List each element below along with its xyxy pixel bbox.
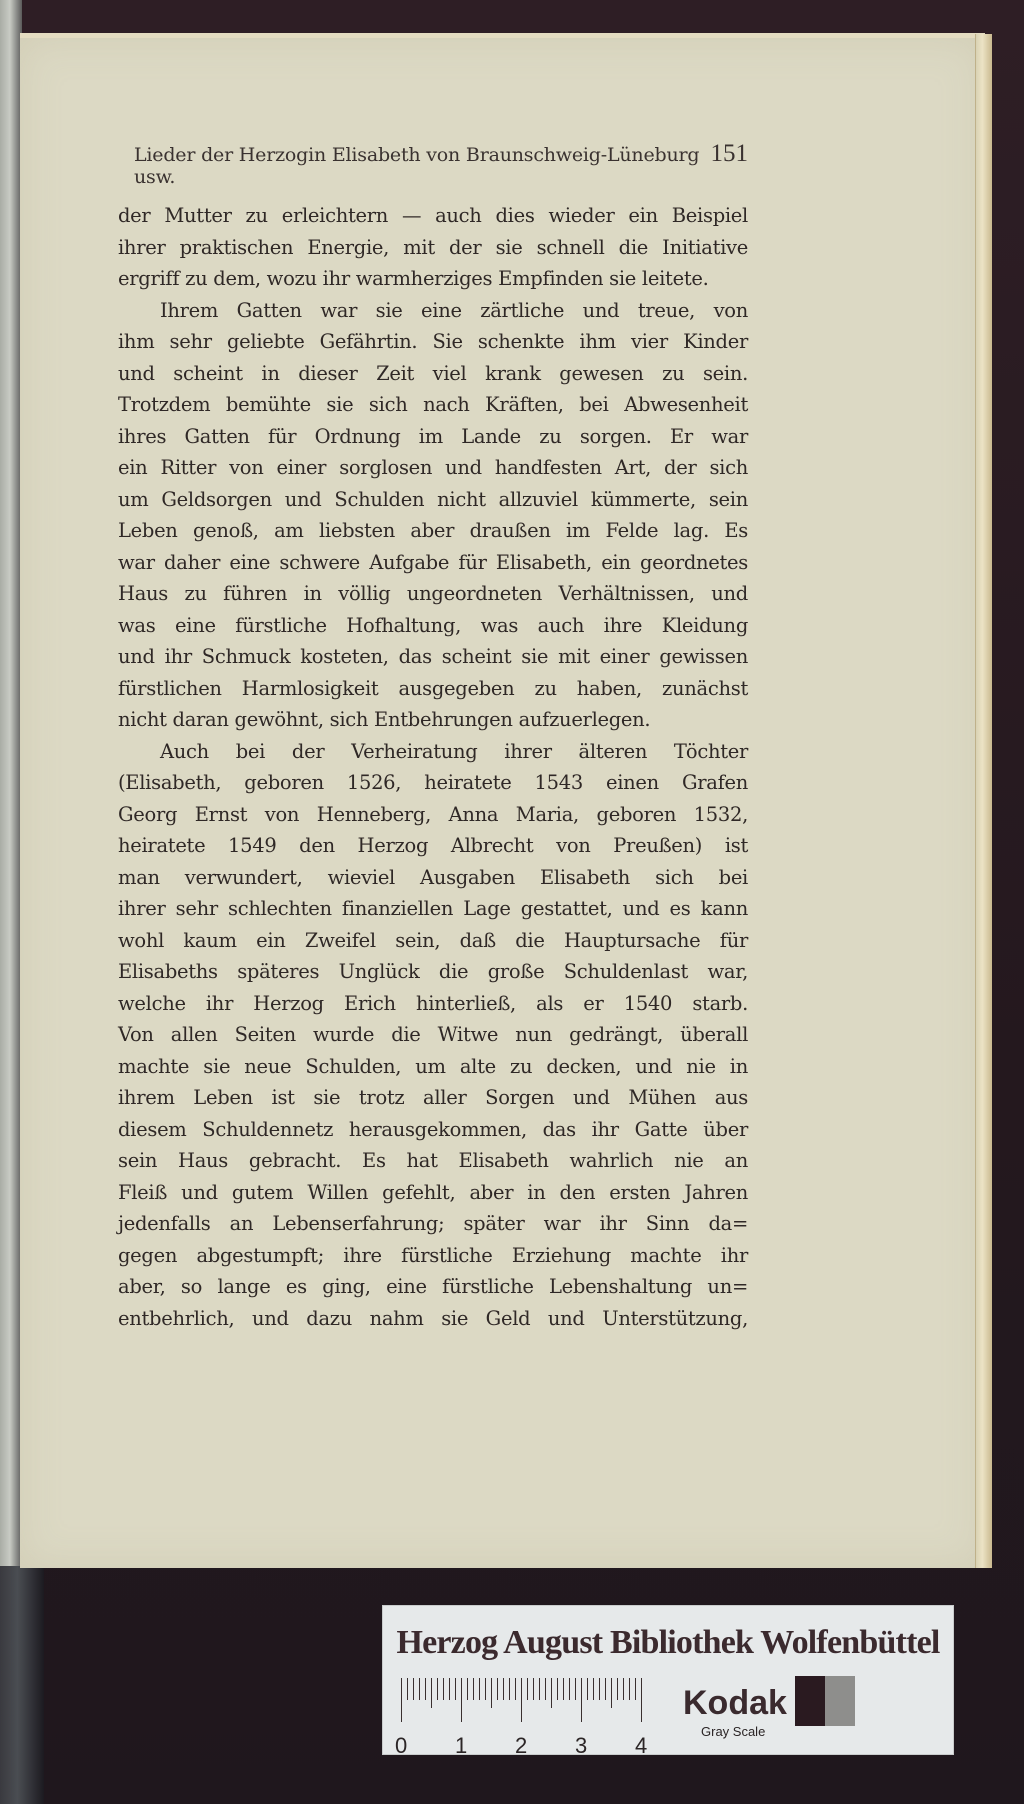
text-line: entbehrlich, und dazu nahm sie Geld und Unterstützung, xyxy=(118,1306,748,1330)
text-line: heiratete 1549 den Herzog Albrecht von Preußen) ist xyxy=(118,834,748,857)
text-line: und scheint in dieser Zeit viel krank gewesen zu sein. xyxy=(118,361,748,385)
text-line: sein Haus gebracht. Es hat Elisabeth wahrlich nie an xyxy=(118,1149,748,1172)
ruler-scale xyxy=(395,1678,655,1758)
running-title: Lieder der Herzogin Elisabeth von Braunschweig-Lüneburg usw. xyxy=(134,144,700,188)
text-line: jedenfalls an Lebenserfahrung; später war ihr Sinn da= xyxy=(118,1212,748,1235)
gray-scale-label: Gray Scale xyxy=(701,1724,766,1739)
text-line: Ihrem Gatten war sie eine zärtliche und treue, von xyxy=(160,298,748,322)
ruler-tick xyxy=(533,1678,534,1700)
text-line: Elisabeths späteres Unglück die große Schuldenlast war, xyxy=(118,960,748,983)
text-line: Trotzdem bemühte sie sich nach Kräften, bei Abwesenheit xyxy=(118,393,748,416)
ruler-tick xyxy=(527,1678,528,1700)
text-line: ihres Gatten für Ordnung im Lande zu sorgen. Er war xyxy=(118,424,748,448)
ruler-tick xyxy=(611,1678,612,1708)
ruler-tick xyxy=(431,1678,432,1708)
text-line: nicht daran gewöhnt, sich Entbehrungen aufzuerlegen. xyxy=(118,708,651,731)
ruler-tick xyxy=(557,1678,558,1700)
ruler-tick xyxy=(605,1678,606,1700)
ruler-tick xyxy=(551,1678,552,1708)
ruler-tick xyxy=(491,1678,492,1708)
text-line: und ihr Schmuck kosteten, das scheint sie mit einer gewissen xyxy=(118,645,748,668)
ruler-tick xyxy=(575,1678,576,1700)
text-line: Auch bei der Verheiratung ihrer älteren Töchter xyxy=(160,739,748,763)
ruler-label: 0 xyxy=(395,1733,408,1758)
ruler-label: 3 xyxy=(575,1733,588,1758)
ruler-label: 4 xyxy=(635,1733,648,1758)
page-fore-edge xyxy=(975,34,992,1568)
ruler-tick xyxy=(455,1678,456,1700)
text-line: um Geldsorgen und Schulden nicht allzuviel kümmerte, sein xyxy=(118,487,748,511)
ruler-tick xyxy=(485,1678,486,1700)
ruler-tick xyxy=(503,1678,504,1700)
text-line: ergriff zu dem, wozu ihr warmherziges Empfinden sie leitete. xyxy=(118,267,709,290)
text-line: man verwundert, wieviel Ausgaben Elisabeth sich bei xyxy=(118,865,748,889)
color-target-card xyxy=(382,1605,954,1758)
ruler-tick xyxy=(419,1678,420,1700)
text-line: was eine fürstliche Hofhaltung, was auch ihre Kleidung xyxy=(118,613,748,637)
text-line: der Mutter zu erleichtern — auch dies wieder ein Beispiel xyxy=(118,204,748,227)
ruler-tick xyxy=(539,1678,540,1700)
text-line: machte sie neue Schulden, um alte zu decken, und nie in xyxy=(118,1054,748,1078)
ruler-tick xyxy=(545,1678,546,1700)
text-line: Von allen Seiten wurde die Witwe nun gedrängt, überall xyxy=(118,1023,748,1046)
ruler-tick xyxy=(473,1678,474,1700)
ruler-tick xyxy=(593,1678,594,1700)
ruler-tick xyxy=(461,1678,462,1722)
text-line: Leben genoß, am liebsten aber draußen im Felde lag. Es xyxy=(118,519,748,542)
ruler-tick xyxy=(581,1678,582,1722)
facing-page-edge xyxy=(0,0,22,1804)
text-line: welche ihr Herzog Erich hinterließ, als er 1540 starb. xyxy=(118,991,748,1015)
text-line: ihrer praktischen Energie, mit der sie schnell die Initiative xyxy=(118,235,748,259)
text-line: wohl kaum ein Zweifel sein, daß die Hauptursache für xyxy=(118,928,748,952)
text-line: ihm sehr geliebte Gefährtin. Sie schenkte ihm vier Kinder xyxy=(118,330,748,353)
text-line: Georg Ernst von Henneberg, Anna Maria, geboren 1532, xyxy=(118,802,748,826)
text-line: Haus zu führen in völlig ungeordneten Verhältnissen, und xyxy=(118,582,748,605)
ruler-tick xyxy=(623,1678,624,1700)
text-line: Fleiß und gutem Willen gefehlt, aber in den ersten Jahren xyxy=(118,1180,748,1204)
running-head xyxy=(134,140,748,188)
ruler-tick xyxy=(479,1678,480,1700)
ruler-tick xyxy=(563,1678,564,1700)
ruler-tick xyxy=(449,1678,450,1700)
gray-swatch-black xyxy=(795,1676,825,1726)
ruler-tick xyxy=(521,1678,522,1722)
ruler-tick xyxy=(569,1678,570,1700)
ruler-tick xyxy=(515,1678,516,1700)
text-line: ihrer sehr schlechten finanziellen Lage gestattet, und es kann xyxy=(118,897,748,920)
ruler-label: 1 xyxy=(455,1733,468,1758)
ruler-tick xyxy=(407,1678,408,1700)
text-line: (Elisabeth, geboren 1526, heiratete 1543 einen Grafen xyxy=(118,771,748,794)
text-line: ihrem Leben ist sie trotz aller Sorgen und Mühen aus xyxy=(118,1086,748,1109)
ruler-tick xyxy=(401,1678,402,1722)
ruler-label: 2 xyxy=(515,1733,528,1758)
body-text xyxy=(118,200,748,1334)
gray-swatch-white xyxy=(855,1676,887,1726)
page-number: 151 xyxy=(710,140,748,167)
text-line: aber, so lange es ging, eine fürstliche Lebenshaltung un= xyxy=(118,1275,748,1298)
gray-swatch-mid xyxy=(825,1676,855,1726)
ruler-tick xyxy=(497,1678,498,1700)
text-line: diesem Schuldennetz herausgekommen, das ihr Gatte über xyxy=(118,1117,748,1141)
ruler-tick xyxy=(599,1678,600,1700)
text-line: fürstlichen Harmlosigkeit ausgegeben zu haben, zunächst xyxy=(118,676,748,700)
ruler-tick xyxy=(437,1678,438,1700)
text-line: ein Ritter von einer sorglosen und handfesten Art, der sich xyxy=(118,456,748,479)
kodak-logo: Kodak xyxy=(683,1684,787,1722)
binding-edge xyxy=(0,1566,44,1804)
ruler-tick xyxy=(635,1678,636,1700)
ruler-tick xyxy=(413,1678,414,1700)
ruler-tick xyxy=(629,1678,630,1700)
institution-label: Herzog August Bibliothek Wolfenbüttel xyxy=(396,1624,940,1661)
ruler-tick xyxy=(509,1678,510,1700)
ruler-tick xyxy=(425,1678,426,1700)
ruler-tick xyxy=(443,1678,444,1700)
ruler-tick xyxy=(587,1678,588,1700)
ruler-tick xyxy=(467,1678,468,1700)
ruler-tick xyxy=(617,1678,618,1700)
ruler-tick xyxy=(641,1678,642,1722)
text-line: war daher eine schwere Aufgabe für Elisabeth, ein geordnetes xyxy=(118,550,748,574)
text-line: gegen abgestumpft; ihre fürstliche Erziehung machte ihr xyxy=(118,1243,748,1267)
